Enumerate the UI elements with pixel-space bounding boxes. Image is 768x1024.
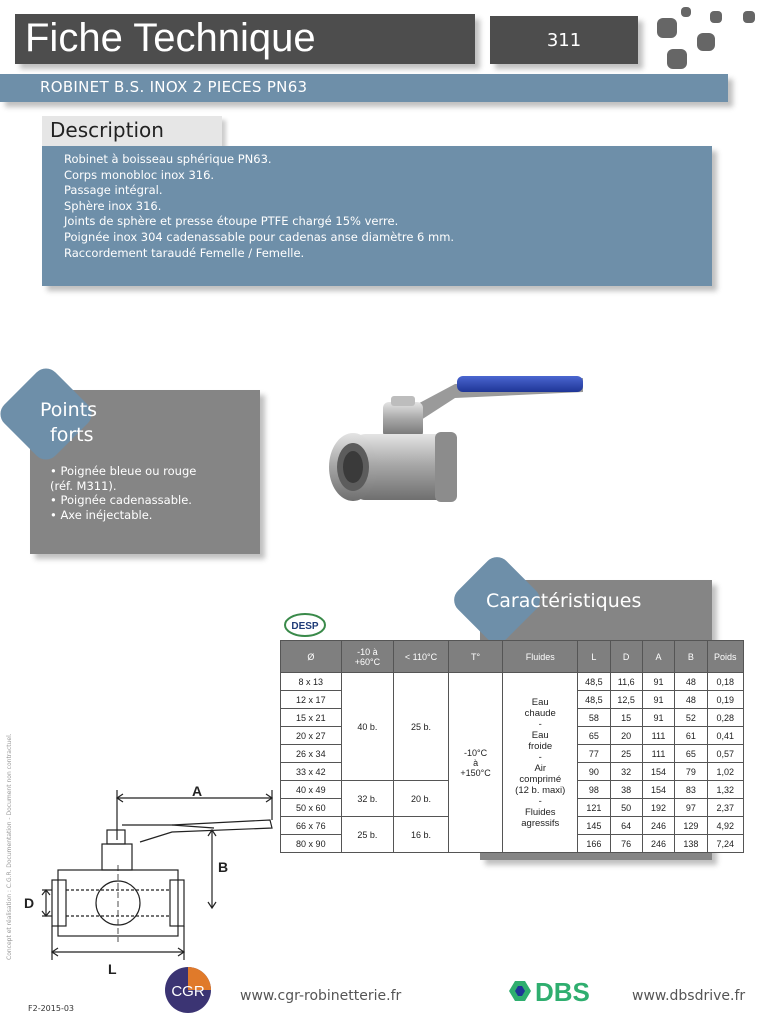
table-cell: 1,32 bbox=[707, 781, 743, 799]
table-cell: 138 bbox=[675, 835, 707, 853]
cgr-website-link[interactable]: www.cgr-robinetterie.fr bbox=[240, 988, 402, 1004]
fluides-cell bbox=[503, 673, 578, 853]
sheet-number-box bbox=[490, 16, 638, 64]
table-cell: 246 bbox=[642, 817, 674, 835]
table-cell: 15 bbox=[610, 709, 642, 727]
fluide-line: - bbox=[538, 751, 542, 763]
table-cell: 20 bbox=[610, 727, 642, 745]
table-cell: 64 bbox=[610, 817, 642, 835]
description-tab bbox=[42, 116, 222, 146]
dim-label-l: L bbox=[108, 961, 117, 977]
description-line: Passage intégral. bbox=[64, 183, 163, 198]
table-cell: 80 x 90 bbox=[281, 835, 342, 853]
fluide-line: froide bbox=[528, 740, 553, 752]
side-note: Concept et réalisation : C.G.R. Documentation - Document non contractuel. bbox=[6, 733, 13, 960]
table-cell: 154 bbox=[642, 763, 674, 781]
table-cell: 20 b. bbox=[394, 781, 449, 817]
page-title: Fiche Technique bbox=[25, 16, 316, 60]
table-cell: 145 bbox=[578, 817, 610, 835]
table-cell: 192 bbox=[642, 799, 674, 817]
column-header: Poids bbox=[707, 641, 743, 673]
fluide-line: Eau bbox=[531, 729, 549, 741]
table-cell: 166 bbox=[578, 835, 610, 853]
table-cell: 48,5 bbox=[578, 691, 610, 709]
description-line: Poignée inox 304 cadenassable pour cadenas anse diamètre 6 mm. bbox=[64, 229, 455, 244]
points-forts-title-line1: Points bbox=[40, 399, 98, 421]
table-cell: 76 bbox=[610, 835, 642, 853]
description-line: Corps monobloc inox 316. bbox=[64, 167, 215, 182]
table-cell: 15 x 21 bbox=[281, 709, 342, 727]
ball-valve-photo bbox=[325, 370, 587, 510]
table-cell: 0,19 bbox=[707, 691, 743, 709]
title-banner bbox=[15, 14, 475, 64]
description-line: Sphère inox 316. bbox=[64, 198, 162, 213]
table-cell: 121 bbox=[578, 799, 610, 817]
table-cell: 16 b. bbox=[394, 817, 449, 853]
fluide-line: - bbox=[538, 795, 542, 807]
table-cell: 97 bbox=[675, 799, 707, 817]
table-cell: 12,5 bbox=[610, 691, 642, 709]
list-item: • Poignée cadenassable. bbox=[50, 493, 192, 507]
table-cell: 4,92 bbox=[707, 817, 743, 835]
cgr-logo bbox=[164, 966, 212, 1014]
fluide-line: chaude bbox=[524, 707, 556, 719]
temp-line: +150°C bbox=[460, 767, 491, 778]
table-cell: 111 bbox=[642, 745, 674, 763]
table-cell: 58 bbox=[578, 709, 610, 727]
dim-label-b: B bbox=[218, 859, 229, 875]
column-header: T° bbox=[448, 641, 503, 673]
table-cell: 91 bbox=[642, 673, 674, 691]
table-cell: 48 bbox=[675, 673, 707, 691]
table-cell: 12 x 17 bbox=[281, 691, 342, 709]
description-box bbox=[42, 146, 712, 286]
technical-drawing bbox=[22, 780, 282, 980]
table-cell: 246 bbox=[642, 835, 674, 853]
dbs-logo-text: DBS bbox=[535, 977, 590, 1006]
table-cell: 32 bbox=[610, 763, 642, 781]
column-header: B bbox=[675, 641, 707, 673]
description-line: Joints de sphère et presse étoupe PTFE chargé 15% verre. bbox=[64, 214, 399, 229]
column-header: L bbox=[578, 641, 610, 673]
dbs-website-link[interactable]: www.dbsdrive.fr bbox=[632, 988, 746, 1004]
fluide-line: - bbox=[538, 718, 542, 730]
caracteristiques-title: Caractéristiques bbox=[486, 590, 642, 612]
table-cell: 91 bbox=[642, 691, 674, 709]
decorative-dots bbox=[655, 5, 765, 70]
table-cell: 38 bbox=[610, 781, 642, 799]
fluide-line: agressifs bbox=[521, 817, 560, 829]
sheet-number: 311 bbox=[546, 30, 582, 51]
table-cell: 65 bbox=[675, 745, 707, 763]
list-item: • Axe inéjectable. bbox=[50, 507, 153, 522]
fluide-line: Air bbox=[534, 762, 547, 774]
table-cell: 7,24 bbox=[707, 835, 743, 853]
table-cell: 50 x 60 bbox=[281, 799, 342, 817]
table-row bbox=[281, 673, 744, 691]
fluide-line: comprimé bbox=[519, 773, 562, 785]
dim-label-d: D bbox=[24, 895, 35, 911]
column-header: < 110°C bbox=[394, 641, 449, 673]
table-cell: 40 x 49 bbox=[281, 781, 342, 799]
table-cell: 8 x 13 bbox=[281, 673, 342, 691]
table-cell: 65 bbox=[578, 727, 610, 745]
table-cell: 98 bbox=[578, 781, 610, 799]
column-header: A bbox=[642, 641, 674, 673]
table-cell: 111 bbox=[642, 727, 674, 745]
table-cell: 25 b. bbox=[394, 673, 449, 781]
table-cell: 2,37 bbox=[707, 799, 743, 817]
desp-badge-text: DESP bbox=[291, 621, 319, 632]
table-cell: 48,5 bbox=[578, 673, 610, 691]
description-heading: Description bbox=[50, 118, 164, 142]
points-forts-title-line2: forts bbox=[50, 424, 94, 446]
description-line: Robinet à boisseau sphérique PN63. bbox=[64, 152, 272, 166]
table-cell: 11,6 bbox=[610, 673, 642, 691]
table-cell: 79 bbox=[675, 763, 707, 781]
table-cell: 26 x 34 bbox=[281, 745, 342, 763]
column-header: -10 à +60°C bbox=[341, 641, 394, 673]
list-item: • Poignée bleue ou rouge bbox=[50, 464, 197, 478]
fluide-line: (12 b. maxi) bbox=[515, 784, 566, 796]
table-cell: 0,57 bbox=[707, 745, 743, 763]
table-cell: 61 bbox=[675, 727, 707, 745]
description-line: Raccordement taraudé Femelle / Femelle. bbox=[64, 245, 305, 260]
fluide-line: Fluides bbox=[524, 806, 556, 818]
temp-line: -10°C bbox=[464, 747, 488, 758]
fluide-line: Eau bbox=[531, 696, 549, 708]
table-cell: 25 bbox=[610, 745, 642, 763]
table-cell: 66 x 76 bbox=[281, 817, 342, 835]
table-header-row bbox=[281, 641, 744, 673]
temp-line: à bbox=[473, 757, 479, 768]
column-header: Ø bbox=[281, 641, 342, 673]
table-cell: 154 bbox=[642, 781, 674, 799]
table-cell: 0,28 bbox=[707, 709, 743, 727]
points-forts-title bbox=[40, 398, 97, 448]
column-header: D bbox=[610, 641, 642, 673]
table-cell: 33 x 42 bbox=[281, 763, 342, 781]
table-cell: 129 bbox=[675, 817, 707, 835]
table-cell: 90 bbox=[578, 763, 610, 781]
table-cell: 77 bbox=[578, 745, 610, 763]
dbs-logo bbox=[505, 976, 609, 1006]
table-cell: 52 bbox=[675, 709, 707, 727]
specifications-table bbox=[280, 640, 744, 853]
table-cell: 50 bbox=[610, 799, 642, 817]
product-name: ROBINET B.S. INOX 2 PIECES PN63 bbox=[40, 78, 308, 96]
table-cell: 0,18 bbox=[707, 673, 743, 691]
table-cell: 32 b. bbox=[341, 781, 394, 817]
desp-badge bbox=[283, 612, 327, 638]
table-cell: 83 bbox=[675, 781, 707, 799]
table-cell: 40 b. bbox=[341, 673, 394, 781]
table-cell: 1,02 bbox=[707, 763, 743, 781]
dim-label-a: A bbox=[192, 783, 203, 799]
document-reference: F2-2015-03 bbox=[28, 1004, 75, 1013]
cgr-logo-text: CGR bbox=[171, 983, 205, 1000]
points-forts-list bbox=[50, 464, 250, 522]
product-subtitle-bar bbox=[0, 74, 728, 102]
table-cell: 20 x 27 bbox=[281, 727, 342, 745]
table-cell: 0,41 bbox=[707, 727, 743, 745]
temperature-cell bbox=[448, 673, 503, 853]
table-cell: 91 bbox=[642, 709, 674, 727]
table-cell: 48 bbox=[675, 691, 707, 709]
table-cell: 25 b. bbox=[341, 817, 394, 853]
list-item: (réf. M311). bbox=[50, 478, 117, 493]
column-header: Fluides bbox=[503, 641, 578, 673]
